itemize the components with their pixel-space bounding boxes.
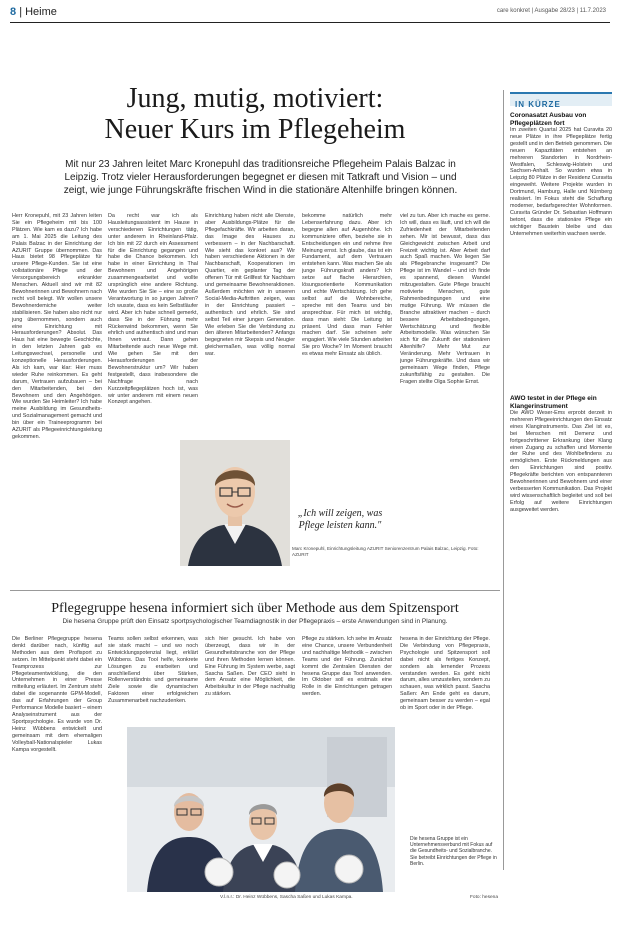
title-line-1: Jung, mutig, motiviert: — [126, 83, 384, 114]
company-info-box: Die hesena Gruppe ist ein Unternehmensverbund mit Fokus auf die Gesundheits- und Sozialbranche. Sie betreibt Einrichtungen der Pflege in Berlin. — [410, 836, 497, 867]
sidebar-item-1-text: Im zweiten Quartal 2025 hat Curavita 20 neue Plätze in ihre Pflegeplätze fertig gestellt und in den Betrieb genommen. Die neuen Kapazitäten entstehen an mehreren Standorten in Nordrhein-Westfalen, Schleswig-Holstein und Sachsen-Anhalt. So wurden etwa in Leipzig 80 Plätze in der Residenz Curavita eingeweiht. Weitere Projekte wurden in Dortmund, Hamburg, Halle und Nürnberg realisiert. Im Fokus steht die Schaffung moderner, bedarfsgerechter Wohnformen. Curavita Gründer Dr. Sebastian Hoffmann betont, dass die stationäre Pflege ein wichtiger Baustein bleibe und das Unternehmen weiterhin wachsen werde. — [510, 127, 612, 237]
article-column-5: viel zu tun. Aber ich mache es gerne. Ich will, dass es läuft, und ich will die Zufriedenheit der Mitarbeitenden sehen. Mir ist bewusst, dass das Gleichgewicht zwischen Arbeit und Freizeit wichtig ist. Aber Arbeit darf auch Spaß machen. Wo liegen Sie als Pflegebranche insgesamt? Die Pflege ist im Wandel – und ich finde es spannend, diesen Wandel mitzugestalten. Gute Pflege braucht motivierte Menschen, gute Rahmenbedingungen und eine mutige Führung. Wir müssen die Branche attraktiver machen – durch bessere Arbeitsbedingungen, Wertschätzung und flexible Arbeitsmodelle. Was wünschen Sie sich für die Zukunft der stationären Altenhilfe? Mehr Mut zur Veränderung. Mehr Vertrauen in junge Führungskräfte. Und dass wir gemeinsam Wege finden, Pflege zukunftsfähig zu gestalten. Die Fragen stellte Olga Sophie Ernst. — [400, 213, 490, 385]
group-photo-caption: V.l.n.r.: Dr. Heinz Wübbens, Sascha Saßen und Lukas Kampa. — [220, 895, 353, 900]
issue-info: care konkret | Ausgabe 28/23 | 11.7.2023 — [496, 8, 606, 14]
article2-column-3: sich hier gesucht. Ich habe von überzeugt, dass wir in der Gesundheitsbranche von der Pflege und ihren Methoden lernen können. Eine Führung im System werbe, sagt Sascha Saßen. Der CEO sieht in dem Ansatz eine Möglichkeit, die Arbeitskultur in der Pflege nachhaltig zu stärken. — [205, 636, 295, 698]
portrait-caption — [292, 546, 492, 558]
article-column-2: Da recht war ich als Hausleitungsassistent im Hause in verschiedenen Einrichtungen tätig, unter anderem in Rheinland-Pfalz. Ich bin mit 22 durch ein Assessment für die Einrichtung gegangen und habe die Chance bekommen. Ich habe in einer Einrichtung in Thal Bewohnern und Angehörigen zusammengearbeitet und wollte ursprünglich eine andere Richtung. Wie wurden Sie Sie – eine so große Verantwortung in so jungen Jahren? Ich wusste, dass es kein Selbstläufer wird. Aber ich habe schnell gemerkt, dass Sie in der Führung mehr Rückenwind bekommen, wenn Sie ehrlich und authentisch sind und man Ihnen vertraut. Dann gehen Mitarbeitende auch neue Wege mit. Wie gehen Sie mit den Herausforderungen der Bewohnerstruktur um? Wir haben festgestellt, dass insbesondere die Nachfrage nach Kurzzeitpflegeplätzen hoch ist, was wir unter anderem mit einem neuen Konzept angehen. — [108, 213, 198, 406]
header-divider: | — [19, 6, 26, 18]
article2-column-1: Die Berliner Pflegegruppe hesena denkt darüber nach, künftig auf Methoden aus dem Profisport zu setzen. Im Mittelpunkt steht dabei ein Teamprozess zur Pflegeteamentwicklung, die den Unternehmen in einer Presse mitteilung erläutert. Im Zentrum steht dabei die sogenannte GPM-Modell, das auf Erfahrungen der Group Performance Modelle basiert – einem Analyseinstrument aus der Sportpsychologie. Es wurde von Dr. Heinz Wübbens entwickelt und gemeinsam mit dem ehemaligen Volleyball-Nationalspieler Lukas Kampa vorgestellt. — [12, 636, 102, 753]
portrait-photo — [180, 440, 290, 566]
article2-subtitle: Die hesena Gruppe prüft den Einsatz sportpsychologischer Teamdiagnostik in der Pflegepraxis – erste Anwendungen sind in Planung. — [62, 618, 448, 625]
sidebar-item-2-title: AWO testet in der Pflege ein Klangerinstrument — [510, 395, 597, 410]
header-rule — [10, 22, 610, 23]
article2-column-4: Pflege zu stärken. Ich sehe im Ansatz eine Chance, unsere Verbundenheit und nachhaltige Methodik – zwischen Teams und der Führung. Zunächst kommt die Zentralen Diensten der hesena Gruppe das Tool anwenden. Im Oktober soll es erstmals eine Rolle in die Einrichtungen getragen werden. — [302, 636, 392, 698]
section-name: Heime — [25, 6, 57, 18]
portrait-caption-text: Marc Kronepuhl, Einrichtungsleitung AZURIT Seniorenzentrum Palais Balzac, Leipzig. — [292, 546, 467, 551]
article-column-3: Einrichtung haben nicht alle Dienste, aber Ausbildungs-Plätze für die Pflegefachkräfte. Wir arbeiten daran, das Image des Hauses zu verbessern – in der Nachbarschaft. Wie sieht das konkret aus? Wir haben verschiedene Aktionen in der Nachbarschaft, Kooperationen im Quartier, ein geplanter Tag der offenen Tür mit Grillfest für Nachbarn und gemeinsame Bewohneraktionen. Außerdem möchten wir in unseren Social-Media-Auftritten zeigen, was in der Einrichtung passiert – authentisch und ehrlich. Sie sind selbst Teil einer jungen Generation. Wie erleben Sie die Verbindung zu den älteren Mitarbeitenden? Anfangs begegneten mir Skepsis und Neugier gleichermaßen, was völlig normal war. — [205, 213, 295, 358]
pull-quote: „Ich will zeigen, was Pflege leisten kann." — [297, 508, 383, 531]
group-photo — [127, 727, 395, 892]
title-line-2: Neuer Kurs im Pflegeheim — [104, 114, 406, 145]
sidebar-item-2-text: Die AWO Weser-Ems erprobt derzeit in mehreren Pflegeeinrichtungen den Einsatz eines Klanginstruments. Das Ziel ist es, bei Menschen mit Demenz und fortgeschrittener Erkrankung über Klang einen Zugang zu schaffen und Momente der Ruhe und des Wohlbefindens zu ermöglichen. Erste Rückmeldungen aus den Einrichtungen sind positiv. Pflegekräfte berichten von entspannteren Bewohnerinnen und Bewohnern und einer verbesserten Kommunikation. Das Projekt wird wissenschaftlich begleitet und soll bei Erfolg auf weitere Einrichtungen ausgeweitet werden. — [510, 410, 612, 513]
sidebar-item-2 — [510, 395, 612, 890]
sidebar-item-1 — [510, 112, 612, 397]
article-column-1: Herr Kronepuhl, mit 23 Jahren leiten Sie ein Pflegeheim mit bis 100 Plätzen. Wie kam es dazu? Ich habe am 1. Mai 2025 die Leitung des Palais Balzac in der Einrichtung der AZURIT Gruppe übernommen. Das Haus bietet 98 Pflegeplätze für unsere Pflege-Kunden. Sie ist eine vollstationäre Pflege und der Versorgungsbereich erkrankter Menschen. Aktuell sind wir mit 82 Bewohnerinnen und Bewohnern nach recht voll belegt. Wir wollen unsere Bewohnerdemiche weiter stabilisieren. Sie haben also nicht nur jung übernommen, sondern auch eine Einrichtung mit Herausforderungen? Absolut. Das Haus hat eine bewegte Geschichte, in den letzten Jahren gab es Leitungswechsel, personelle und konzeptionelle Herausforderungen. Als ich kam, war klar: Hier muss wieder Ruhe reinkommen. Es geht darum, Vertrauen aufzubauen – bei den Mitarbeitenden, bei den Bewohnern und den Angehörigen. Wie wurden Sie Heimleiter? Ich habe meine Ausbildung im Gesundheits- und Sozialmanagement gemacht und bin über ein Traineeprogramm bei AZURIT als Pflegeeinrichtungsleitung gekommen. — [12, 213, 102, 440]
portrait-caption-credit: Foto: AZURIT — [292, 546, 479, 557]
sidebar-divider — [503, 90, 504, 870]
article2-column-2: Teams sollen selbst erkennen, was sie stark macht – und wo noch Entwicklungspotenzial liegt, erklärt Wübbens. Das Tool helfe, konkrete Lösungen zu erarbeiten und anschließend über Stärken, Rollenverständnis und gemeinsame Ziele sowie die dynamischen Faktoren einer erfolgreichen Zusammenarbeit nachzudenken. — [108, 636, 198, 705]
sidebar-header — [510, 92, 612, 109]
sidebar-label: IN KÜRZE — [515, 100, 561, 109]
article2-column-5: hesena in der Einrichtung der Pflege. Die Verbindung von Pflegepraxis, Psychologie und Spitzensport soll dabei nicht als fertiges Konzept, sondern als lernender Prozess verstanden werden. Es geht nicht darum, alles umzustellen, sondern zu schauen, was wirklich passt. Sascha Saßen: Am Ende geht es darum, gemeinsam besser zu werden – egal ob im Sport oder in der Pflege. — [400, 636, 490, 712]
group-photo-credit: Foto: hesena — [470, 895, 499, 900]
page-number: 8 — [10, 6, 17, 18]
article-divider — [10, 590, 500, 591]
article-column-4: bekomme natürlich mehr Lebenserfahrung dazu. Aber ich begegne allen auf Augenhöhe. Ich kommuniziere offen, beziehe sie in Entscheidungen ein und nehme ihre Meinung ernst. Ich glaube, das ist ein Fundament, auf dem Vertrauen entstehen kann. Was machen Sie als junge Führungskraft anders? Ich setze auf flache Hierarchien, lösungsorientierte Kommunikation und echte Wertschätzung. Ich gehe selbst auf die Wohnbereiche, spreche mit den Teams und bin ansprechbar. Für mich ist wichtig, dass man sieht: Die Leitung ist präsent. Und dass man Fehler machen darf. Sie scheinen sehr engagiert. Wie viele Stunden arbeiten Sie pro Woche? Im Moment braucht es etwas mehr Einsatz als üblich. — [302, 213, 392, 358]
page-header — [10, 6, 57, 18]
sidebar-item-1-title: Coronasatzt Ausbau von Pflegeplätzen fort — [510, 112, 587, 127]
article-title — [10, 83, 500, 145]
article2-title: Pflegegruppe hesena informiert sich über Methode aus dem Spitzensport — [51, 601, 459, 616]
article-lead: Mit nur 23 Jahren leitet Marc Kronepuhl das traditionsreiche Pflegeheim Palais Balzac in Leipzig. Trotz vieler Herausforderungen begegnet er diesen mit Tatkraft und Vision – und zeigt, wie junge Führungskräfte frischen Wind in die stationäre Altenhilfe bringen können. — [63, 159, 458, 196]
